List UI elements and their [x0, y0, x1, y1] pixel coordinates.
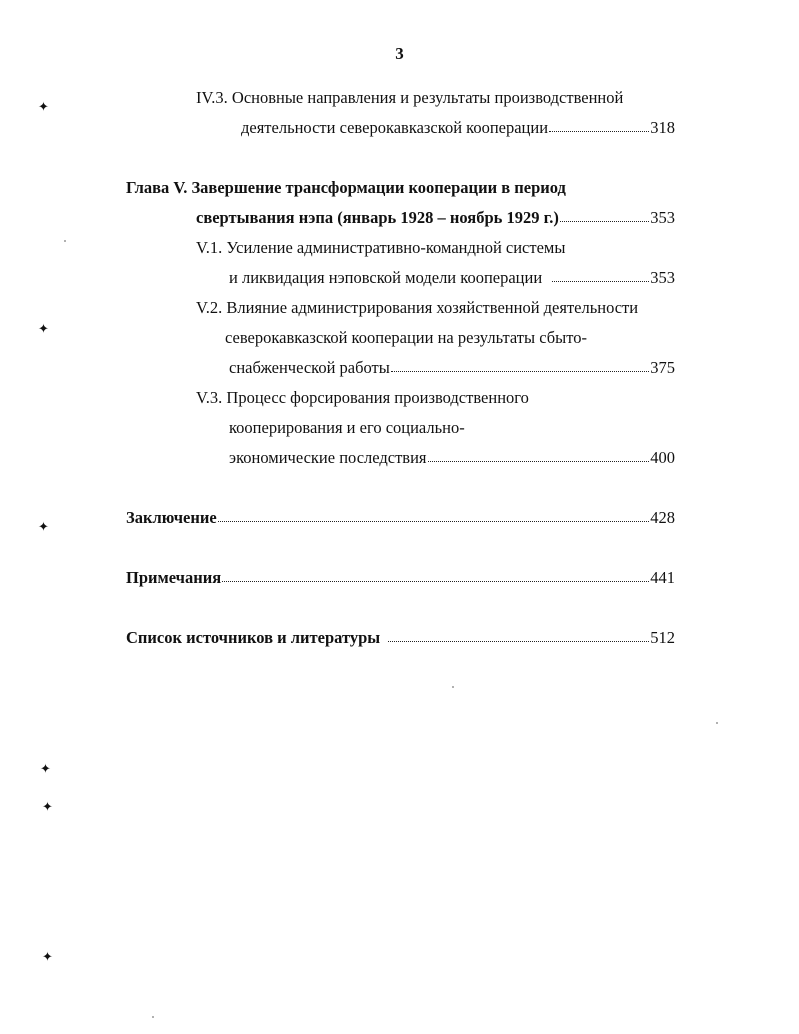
toc-chapter5-page: 353 — [650, 208, 675, 227]
toc-entry-v2[interactable] — [229, 358, 675, 378]
dot-leader — [218, 507, 650, 522]
dot-leader — [552, 267, 649, 282]
toc-entry-notes[interactable] — [126, 568, 675, 588]
toc-v1-page: 353 — [650, 268, 675, 287]
scan-artifact-icon: ✦ — [38, 322, 49, 337]
toc-v2-page: 375 — [650, 358, 675, 377]
scan-artifact-icon: ✦ — [42, 950, 53, 965]
scan-artifact-icon: ✦ — [42, 800, 53, 815]
toc-v2-line2: северокавказской кооперации на результаты сбыто- — [225, 328, 587, 347]
toc-notes-page: 441 — [650, 568, 675, 587]
toc-iv3-page: 318 — [650, 118, 675, 137]
speck — [716, 722, 718, 724]
speck — [64, 240, 66, 242]
toc-chapter5-line1: Глава V. Завершение трансформации кооперации в период — [126, 178, 566, 197]
toc-v1-line1: V.1. Усиление административно-командной системы — [196, 238, 566, 257]
scan-artifact-icon: ✦ — [40, 762, 51, 777]
toc-chapter5-line2: свертывания нэпа (январь 1928 – ноябрь 1929 г.) — [196, 208, 559, 227]
toc-v2-line1: V.2. Влияние администрирования хозяйственной деятельности — [196, 298, 639, 317]
page-number: 3 — [395, 44, 404, 63]
toc-entry-bibliography[interactable] — [126, 628, 675, 648]
toc-entry-chapter5[interactable] — [196, 208, 675, 228]
toc-entry-v1[interactable] — [229, 268, 675, 288]
toc-v3-line2: кооперирования и его социально- — [229, 418, 465, 437]
scan-artifact-icon: ✦ — [38, 100, 49, 115]
dot-leader — [222, 567, 649, 582]
toc-entry-conclusion[interactable] — [126, 508, 675, 528]
toc-v3-page: 400 — [650, 448, 675, 467]
toc-conclusion-page: 428 — [650, 508, 675, 527]
toc-bibliography-title: Список источников и литературы — [126, 628, 381, 647]
dot-leader — [549, 117, 649, 132]
dot-leader — [388, 627, 649, 642]
dot-leader — [391, 357, 649, 372]
toc-bibliography-page: 512 — [650, 628, 675, 647]
speck — [452, 686, 454, 688]
dot-leader — [428, 447, 650, 462]
scan-artifact-icon: ✦ — [38, 520, 49, 535]
toc-entry-iv3[interactable] — [241, 118, 675, 138]
dot-leader — [560, 207, 649, 222]
toc-v2-line3: снабженческой работы — [229, 358, 390, 377]
toc-notes-title: Примечания — [126, 568, 222, 587]
toc-iv3-line1: IV.3. Основные направления и результаты производственной — [196, 88, 624, 107]
toc-v1-line2: и ликвидация нэповской модели кооперации — [229, 268, 543, 287]
toc-iv3-line2: деятельности северокавказской кооперации — [241, 118, 549, 137]
toc-v3-line1: V.3. Процесс форсирования производственного — [196, 388, 529, 407]
toc-v3-line3: экономические последствия — [229, 448, 427, 467]
speck — [152, 1016, 154, 1018]
toc-entry-v3[interactable] — [229, 448, 675, 468]
toc-conclusion-title: Заключение — [126, 508, 217, 527]
